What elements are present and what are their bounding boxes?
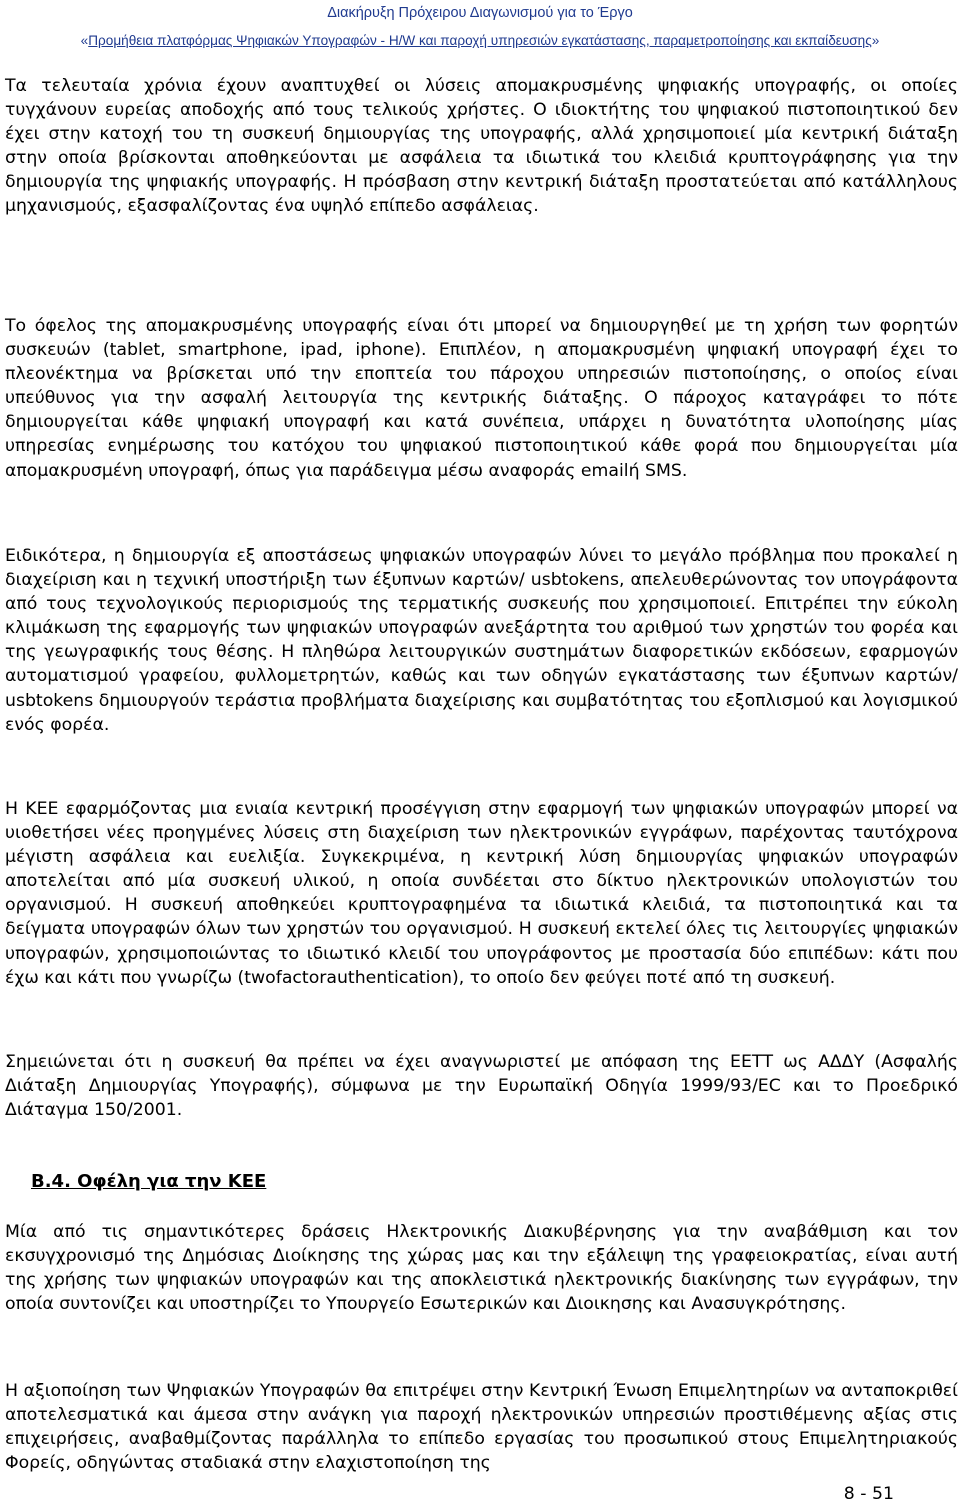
paragraph-remote-signature-intro: Τα τελευταία χρόνια έχουν αναπτυχθεί οι λύσεις απομακρυσμένης ψηφιακής υπογραφής, οι οποίες τυγχάνουν ευρείας αποδοχής από τους τελικούς χρήστες. Ο ιδιοκτήτης του ψηφιακού πιστοποιητικού δεν έχει στην κατοχή του τη συσκευή δημιουργίας της υπογραφής, αλλά χρησιμοποιεί μία κεντρική διάταξη στην οποία βρίσκονται αποθηκεύονται με ασφάλεια τα ιδιωτικά του κλειδιά κρυπτογράφησης για την δημιουργία της ψηφιακής υπογραφής. Η πρόσβαση στην κεντρική διάταξη προστατεύεται από κατάλληλους μηχανισμούς, εξασφαλίζοντας ένα υψηλό επίπεδο ασφάλειας.	[5, 76, 958, 217]
header-title: Διακήρυξη Πρόχειρου Διαγωνισμού για το Έργο	[327, 5, 633, 21]
paragraph-remote-signature-management: Ειδικότερα, η δημιουργία εξ αποστάσεως ψηφιακών υπογραφών λύνει το μεγάλο πρόβλημα που προκαλεί η διαχείριση και η τεχνική υποστήριξη των έξυπνων καρτών/ usbtokens, απελευθερώνοντας τον υπογράφοντα από τους τεχνολογικούς περιορισμούς της τερματικής συσκευής που χρησιμοποιεί. Επιτρέπει την εύκολη κλιμάκωση της εφαρμογής των ψηφιακών υπογραφών ανεξάρτητα του αριθμού των χρηστών του φορέα και της γεωγραφικής τους θέσης. Η πληθώρα λειτουργικών συστημάτων διαφορετικών εκδόσεων, εφαρμογών αυτοματισμού γραφείου, φυλλομετρητών, καθώς και των οδηγών εγκατάστασης των έξυπνων καρτών/ usbtokens δημιουργούν τεράστια προβλήματα διαχείρισης και συμβατότητας του εξοπλισμού και λογισμικού ενός φορέα.	[5, 546, 958, 735]
paragraph-digital-signature-utilization: Η αξιοποίηση των Ψηφιακών Υπογραφών θα επιτρέψει στην Κεντρική Ένωση Επιμελητηρίων να ανταποκριθεί αποτελεσματικά και άμεσα στην ανάγκη για παροχή ηλεκτρονικών υπηρεσιών προστιθέμενης αξίας στις επιχειρήσεις, αναβαθμίζοντας παράλληλα το επίπεδο εργασίας του προσωπικού στους Επιμελητηριακούς Φορείς, οδηγώντας σταδιακά στην ελαχιστοποίηση της	[5, 1381, 958, 1474]
header-subtitle-open-quote: «	[80, 33, 89, 48]
section-heading-b4: Β.4. Οφέλη για την ΚΕΕ	[31, 1171, 267, 1192]
page-number: 8 - 51	[843, 1484, 894, 1504]
paragraph-e-government: Μία από τις σημαντικότερες δράσεις Ηλεκτρονικής Διακυβέρνησης για την αναβάθμιση και τον εκσυγχρονισμό της Δημόσιας Διοίκησης της χώρας μας και την εξάλειψη της γραφειοκρατίας, είναι αυτή της χρήσης των ψηφιακών υπογραφών και της αποκλειστικά ηλεκτρονικής διακίνησης των εγγράφων, την οποία συντονίζει και υποστηρίζει το Υπουργείο Εσωτερικών και Διοικησης και Ανασυγκρότησης.	[5, 1222, 958, 1315]
paragraph-kee-central-approach: Η ΚΕΕ εφαρμόζοντας μια ενιαία κεντρική προσέγγιση στην εφαρμογή των ψηφιακών υπογραφών μπορεί να υιοθετήσει νέες προηγμένες λύσεις στη διαχείριση των ηλεκτρονικών εγγράφων, παρέχοντας ταυτόχρονα μέγιστη ασφάλεια και ευελιξία. Συγκεκριμένα, η κεντρική λύση δημιουργίας ψηφιακών υπογραφών αποτελείται από μία συσκευή υλικού, η οποία συνδέεται στο δίκτυο ηλεκτρονικών υπολογιστών του οργανισμού. Η συσκευή αποθηκεύει κρυπτογραφημένα τα ιδιωτικά κλειδιά, τα πιστοποιητικά και τα δείγματα υπογραφών όλων των χρηστών του οργανισμού. Η συσκευή εκτελεί όλες τις λειτουργίες ψηφιακών υπογραφών, χρησιμοποιώντας το ιδιωτικό κλειδί του υπογράφοντος με προστασία δύο επιπέδων: κάτι που έχω και κάτι που γνωρίζω (twofactorauthentication), το οποίο δεν φεύγει ποτέ από τη συσκευή.	[5, 799, 958, 988]
paragraph-eett-certification: Σημειώνεται ότι η συσκευή θα πρέπει να έχει αναγνωριστεί με απόφαση της ΕΕΤΤ ως ΑΔΔΥ (Ασφαλής Διάταξη Δημιουργίας Υπογραφής), σύμφωνα με την Ευρωπαϊκή Οδηγία 1999/93/EC και το Προεδρικό Διάταγμα 150/2001.	[5, 1052, 958, 1121]
header-subtitle	[0, 32, 960, 50]
header-subtitle-text: Προμήθεια πλατφόρμας Ψηφιακών Υπογραφών - H/W και παροχή υπηρεσιών εγκατάστασης, παραμετροποίησης και εκπαίδευσης	[88, 33, 872, 48]
header-subtitle-close-quote: »	[871, 33, 880, 48]
paragraph-remote-signature-benefit: Το όφελος της απομακρυσμένης υπογραφής είναι ότι μπορεί να δημιουργηθεί με τη χρήση των φορητών συσκευών (tablet, smartphone, ipad, iphone). Επιπλέον, η απομακρυσμένη ψηφιακή υπογραφή έχει το πλεονέκτημα να βρίσκεται υπό την εποπτεία του πάροχου υπηρεσιών πιστοποίησης, ο οποίος είναι υπεύθυνος για την ασφαλή λειτουργία της κεντρικής διάταξης. Ο πάροχος καταγράφει το πότε δημιουργείται κάθε ψηφιακή υπογραφή και κατά συνέπεια, υπάρχει η δυνατότητα υλοποίησης μίας υπηρεσίας ενημέρωσης του κατόχου του ψηφιακού πιστοποιητικού κάθε φορά που δημιουργείται μία απομακρυσμένη υπογραφή, όπως για παράδειγμα μέσω αναφοράς emailή SMS.	[5, 316, 958, 481]
